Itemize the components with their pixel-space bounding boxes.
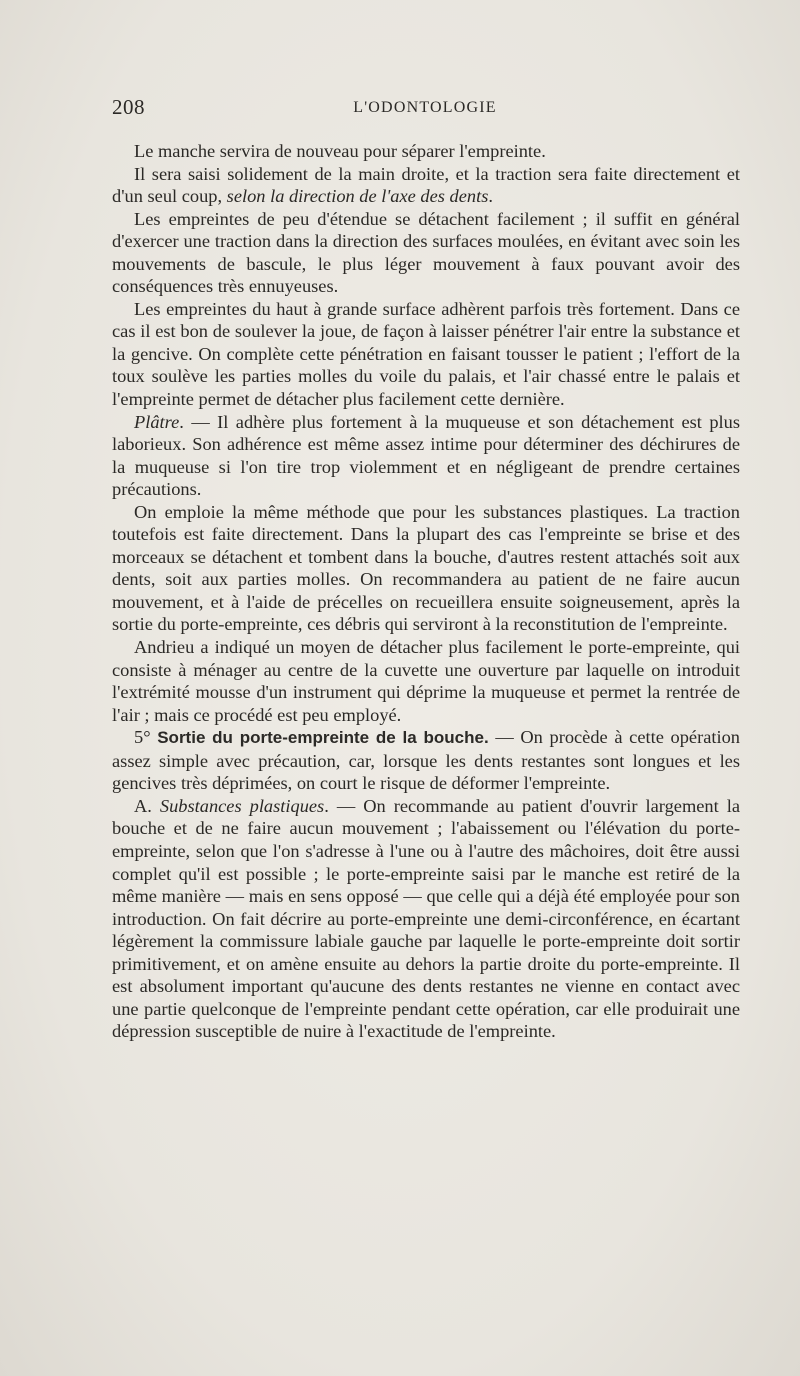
paragraph: Il sera saisi solidement de la main droite, et la traction sera faite directement et d'un seul coup, selon la direction de l'axe des dents. xyxy=(112,163,740,207)
section-heading: Sortie du porte-empreinte de la bouche. xyxy=(157,728,489,748)
paragraph: 5° Sortie du porte-empreinte de la bouche. — On procède à cette opération assez simple avec précaution, car, lorsque les dents restantes sont longues et les gencives très déprimées, on court le risque de déformer l'empreinte. xyxy=(112,727,740,794)
page-number: 208 xyxy=(112,95,145,119)
emphasis: Substances plastiques xyxy=(159,795,325,816)
paragraph: Andrieu a indiqué un moyen de détacher plus facilement le porte-empreinte, qui consiste à ménager au centre de la cuvette une ouverture par laquelle on introduit l'extrémité mousse d'un instrument qui déprime la muqueuse et permet la rentrée de l'air ; mais ce procédé est peu employé. xyxy=(112,637,740,725)
running-title: L'ODONTOLOGIE xyxy=(353,99,497,116)
page-header xyxy=(112,95,738,125)
paragraph: A. Substances plastiques. — On recommande au patient d'ouvrir largement la bouche et de ne faire aucun mouvement ; l'abaissement ou l'élévation du porte-empreinte, selon que l'on s'adresse à l'une ou à l'autre des mâchoires, doit être aussi complet qu'il est possible ; le porte-empreinte saisi par le manche est retiré de la même manière — mais en sens opposé — que celle qui a déjà été employée pour son introduction. On fait décrire au porte-empreinte une demi-circonférence, en écartant légèrement la commissure labiale gauche par laquelle le porte-empreinte doit sortir primitivement, et on amène ensuite au dehors la partie droite du porte-empreinte. Il est absolument important qu'aucune des dents restantes ne vienne en contact avec une partie quelconque de l'empreinte pendant cette opération, car elle produirait une dépression susceptible de nuire à l'exactitude de l'empreinte. xyxy=(112,795,740,1042)
paragraph: Plâtre. — Il adhère plus fortement à la muqueuse et son détachement est plus laborieux. Son adhérence est même assez intime pour déterminer des déchirures de la muqueuse si l'on tire trop violemment et en négligeant de prendre certaines précautions. xyxy=(112,411,740,500)
emphasis: selon la direction de l'axe des dents xyxy=(226,186,489,207)
emphasis: Plâtre xyxy=(134,411,180,432)
paragraph: Les empreintes du haut à grande surface adhèrent parfois très fortement. Dans ce cas il est bon de soulever la joue, de façon à laisser pénétrer l'air entre la substance et la gencive. On complète cette pénétration en faisant tousser le patient ; l'effort de la toux soulève les parties molles du voile du palais, et l'air chassé entre le palais et l'empreinte permet de détacher plus facilement cette dernière. xyxy=(112,298,740,410)
paragraph: Le manche servira de nouveau pour séparer l'empreinte. xyxy=(134,141,546,161)
paragraph: On emploie la même méthode que pour les substances plastiques. La traction toutefois est faite directement. Dans la plupart des cas l'empreinte se brise et des morceaux se détachent et tombent dans la bouche, d'autres restent attachés soit aux dents, soit aux parties molles. On recommandera au patient de ne faire aucun mouvement, et à l'aide de précelles on recueillera ensuite soigneusement, après la sortie du porte-empreinte, ces débris qui serviront à la reconstitution de l'empreinte. xyxy=(112,501,740,635)
paragraph: Les empreintes de peu d'étendue se détachent facilement ; il suffit en général d'exercer une traction dans la direction des surfaces moulées, en évitant avec soin les mouvements de bascule, le plus léger mouvement à faux pouvant avoir des conséquences très ennuyeuses. xyxy=(112,208,740,297)
body-text xyxy=(112,140,740,1043)
